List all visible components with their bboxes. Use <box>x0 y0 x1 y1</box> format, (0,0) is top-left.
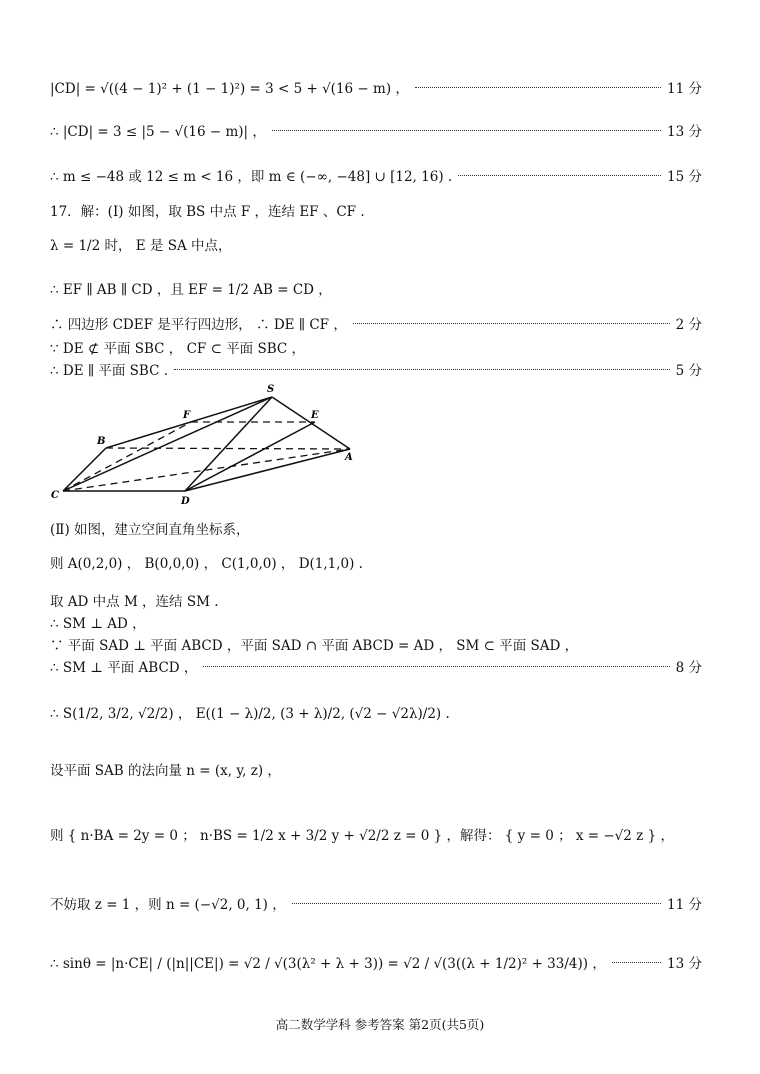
vertex-label-e: E <box>311 410 319 421</box>
vertex-label-b: B <box>97 436 106 447</box>
answer-line-17 <box>50 757 702 781</box>
answer-line-18 <box>50 822 702 846</box>
normal-vector-system: 则 { n·BA = 2y = 0 ； n·BS = 1/2 x + 3/2 y + √2/2 z = 0 } ，解得： { y = 0 ； x = −√2 z } ， <box>50 828 674 844</box>
answer-line-15 <box>50 654 702 678</box>
vertex-label-d: D <box>181 496 190 507</box>
plane-containment: ∵ DE ⊄ 平面 SBC ， CF ⊂ 平面 SBC ， <box>50 341 305 357</box>
inequality-cd: ∴ |CD| = 3 ≤ |5 − √(16 − m)| ， <box>50 124 266 140</box>
answer-line-11 <box>50 550 702 574</box>
score-mark: 13 分 <box>667 956 702 972</box>
score-mark: 11 分 <box>667 81 702 97</box>
score-mark: 13 分 <box>667 124 702 140</box>
score-mark: 5 分 <box>675 363 702 379</box>
lambda-condition: λ = 1/2 时， E 是 SA 中点， <box>50 238 232 254</box>
dot-leader <box>458 175 661 176</box>
score-mark: 11 分 <box>667 897 702 913</box>
score-mark: 15 分 <box>667 169 702 185</box>
problem-17-heading <box>50 198 702 222</box>
answer-line-7 <box>50 311 702 335</box>
range-of-m: ∴ m ≤ −48 或 12 ≤ m < 16 ，即 m ∈ (−∞, −48] ∪ [12, 16) . <box>50 169 453 185</box>
dot-leader <box>415 87 661 88</box>
page-footer: 高二数学学科 参考答案 第2页(共5页) <box>275 1017 485 1032</box>
plane-perpendicular: ∵ 平面 SAD ⊥ 平面 ABCD ，平面 SAD ∩ 平面 ABCD = AD ， SM ⊂ 平面 SAD ， <box>50 638 579 654</box>
dot-leader <box>612 962 661 963</box>
dot-leader <box>353 323 670 324</box>
answer-line-12 <box>50 588 702 612</box>
parallelogram-statement: ∴ 四边形 CDEF 是平行四边形， ∴ DE ∥ CF ， <box>50 317 347 333</box>
answer-line-3 <box>50 163 702 187</box>
vertex-label-c: C <box>51 490 59 501</box>
vertex-label-s: S <box>267 384 275 395</box>
dot-leader <box>272 130 661 131</box>
sine-theta-expression: ∴ sinθ = |n·CE| / (|n||CE|) = √2 / √(3(λ² + λ + 3)) = √2 / √(3((λ + 1/2)² + 33/4)) ， <box>50 956 606 972</box>
score-mark: 8 分 <box>675 660 702 676</box>
dot-leader <box>292 903 661 904</box>
part1-conclusion: ∴ DE ∥ 平面 SBC . <box>50 363 168 379</box>
answer-line-6 <box>50 276 702 300</box>
answer-line-14 <box>50 632 702 656</box>
dot-leader <box>203 666 669 667</box>
dot-leader <box>174 369 670 370</box>
sm-perp-plane: ∴ SM ⊥ 平面 ABCD ， <box>50 660 198 676</box>
answer-line-1 <box>50 75 702 99</box>
score-mark: 2 分 <box>675 317 702 333</box>
part2-intro: (Ⅱ) 如图，建立空间直角坐标系， <box>50 522 250 538</box>
normal-vector-value: 不妨取 z = 1 ，则 n = (−√2, 0, 1) ， <box>50 897 286 913</box>
answer-line-2 <box>50 118 702 142</box>
problem-17-part1-intro: 17．解：(Ⅰ) 如图，取 BS 中点 F ，连结 EF 、CF . <box>50 204 365 220</box>
normal-vector-def: 设平面 SAB 的法向量 n = (x, y, z) ， <box>50 763 281 779</box>
answer-line-5 <box>50 232 702 256</box>
answer-line-19 <box>50 891 702 915</box>
vertex-label-a: A <box>345 452 353 463</box>
answer-line-20 <box>50 950 702 974</box>
answer-line-9 <box>50 357 702 381</box>
parallel-statement: ∴ EF ∥ AB ∥ CD ，且 EF = 1/2 AB = CD ， <box>50 282 332 298</box>
coordinates-abcd: 则 A(0,2,0) ， B(0,0,0) ， C(1,0,0) ， D(1,1,0) . <box>50 556 363 572</box>
sm-perp-ad: ∴ SM ⊥ AD ， <box>50 616 146 632</box>
pyramid-figure <box>45 380 365 510</box>
midpoint-m: 取 AD 中点 M ，连结 SM . <box>50 594 219 610</box>
answer-line-8 <box>50 335 702 359</box>
coordinates-s-e: ∴ S(1/2, 3/2, √2/2) ， E((1 − λ)/2, (3 + λ)/2, (√2 − √2λ)/2) . <box>50 706 450 722</box>
vertex-label-f: F <box>183 410 191 421</box>
answer-line-13 <box>50 610 702 634</box>
answer-line-16 <box>50 700 702 724</box>
answer-line-10 <box>50 516 702 540</box>
equation-cd-length: |CD| = √((4 − 1)² + (1 − 1)²) = 3 < 5 + √(16 − m) ， <box>50 81 409 97</box>
